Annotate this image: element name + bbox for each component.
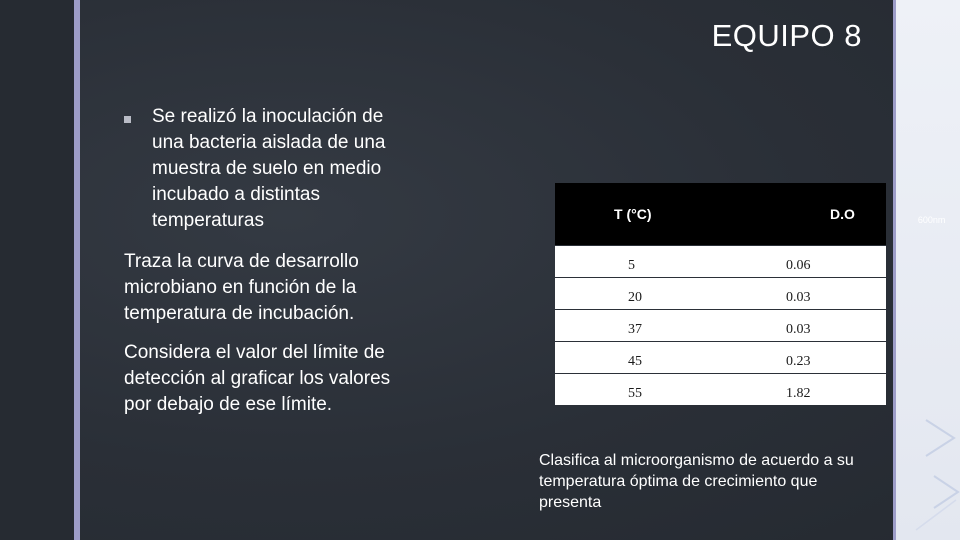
instruction-paragraph-1: Traza la curva de desarrollo microbiano en función de la temperatura de incubación. — [124, 251, 359, 324]
od-cell: 0.03 — [710, 278, 886, 310]
temperature-column-header: T (°C) — [555, 183, 710, 246]
table-header-row — [555, 183, 886, 246]
od-cell: 0.06 — [710, 246, 886, 278]
table-row — [555, 246, 886, 278]
od-header-label: D.O — [830, 206, 855, 222]
left-margin-panel — [0, 0, 76, 540]
chevron-decoration-icon — [896, 380, 960, 540]
classification-prompt: Clasifica al microorganismo de acuerdo a su temperatura óptima de crecimiento que presenta — [539, 452, 854, 511]
od-cell: 1.82 — [710, 374, 886, 406]
table-row — [555, 342, 886, 374]
square-bullet-icon — [124, 116, 131, 123]
temperature-cell: 55 — [555, 374, 710, 406]
temperature-cell: 5 — [555, 246, 710, 278]
bullet-item — [124, 104, 414, 234]
bullet-text: Se realizó la inoculación de una bacteria aislada de una muestra de suelo en medio incubado a distintas temperaturas — [152, 106, 386, 231]
temperature-cell: 37 — [555, 310, 710, 342]
temperature-od-table — [555, 183, 946, 405]
od-cell: 0.23 — [710, 342, 886, 374]
od-header-subscript: 600nm — [917, 215, 946, 225]
instruction-paragraph-2: Considera el valor del límite de detección al graficar los valores por debajo de ese límite. — [124, 342, 391, 415]
od-cell: 0.03 — [710, 310, 886, 342]
table-row — [555, 374, 886, 406]
left-accent-bar — [74, 0, 80, 540]
slide-title: EQUIPO 8 — [711, 18, 862, 53]
temperature-cell: 45 — [555, 342, 710, 374]
table-row — [555, 310, 886, 342]
temperature-cell: 20 — [555, 278, 710, 310]
od-column-header — [710, 183, 946, 246]
table-row — [555, 278, 886, 310]
